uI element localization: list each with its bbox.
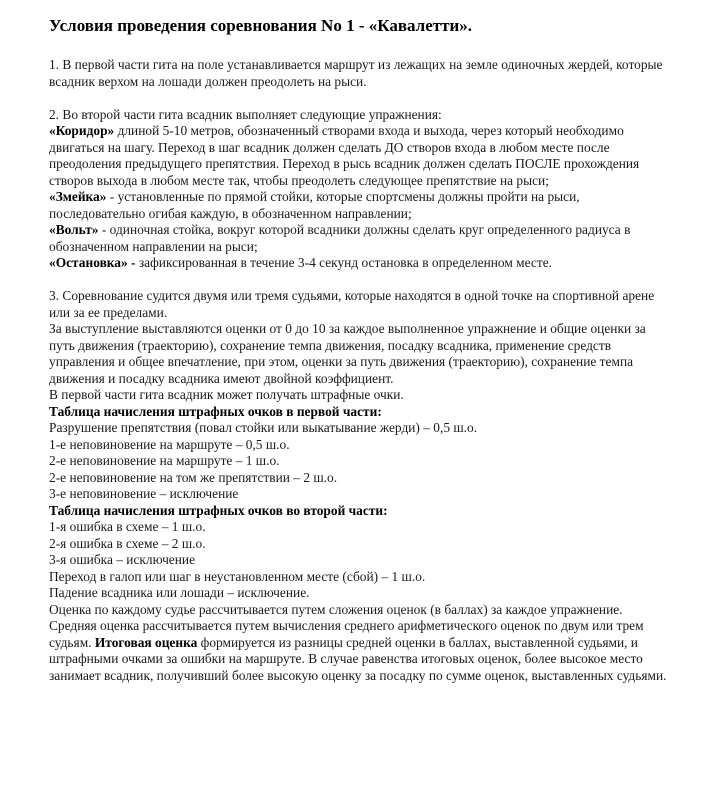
- exercise-corridor: [49, 123, 672, 189]
- term-final-score: Итоговая оценка: [94, 634, 198, 650]
- penalty-row: Падение всадника или лошади – исключение.: [49, 585, 310, 600]
- section-2: [49, 107, 672, 272]
- spacer: [49, 90, 672, 107]
- document-title: Условия проведения соревнования No 1 - «Кавалетти».: [49, 16, 472, 35]
- exercise-volt: [49, 222, 672, 255]
- penalty-row: 3-е неповиновение – исключение: [49, 486, 239, 501]
- penalty-table-1-title: Таблица начисления штрафных очков в первой части:: [49, 403, 382, 419]
- penalty-table-2-title: Таблица начисления штрафных очков во второй части:: [49, 502, 388, 518]
- term-volt: «Вольт»: [49, 222, 99, 237]
- judging-paragraph: 3. Соревнование судится двумя или тремя судьями, которые находятся в одной точке на спортивной арене или за ее пределами.: [49, 288, 655, 320]
- section-1: 1. В первой части гита на поле устанавливается маршрут из лежащих на земле одиночных жердей, которые всадник верхом на лошади должен преодолеть на рыси.: [49, 57, 663, 89]
- penalty-row: Разрушение препятствия (повал стойки или выкатывание жерди) – 0,5 ш.о.: [49, 420, 478, 435]
- penalty-row: 2-е неповиновение на том же препятствии – 2 ш.о.: [49, 469, 338, 485]
- section-3: [49, 288, 672, 684]
- section-2-intro: 2. Во второй части гита всадник выполняет следующие упражнения:: [49, 106, 442, 122]
- penalty-row: 2-е неповиновение на маршруте – 1 ш.о.: [49, 453, 280, 468]
- final-score-paragraph: Оценка по каждому судье рассчитывается путем сложения оценок (в баллах) за каждое упражнение. Средняя оценка рассчитывается путем вычисления среднего арифметического оценок по двум или трем судьям. Итоговая оценка формируется из разницы средней оценки в баллах, выставленной судьями, и штрафными очками за ошибки на маршруте. В случае равенства итоговых оценок, более высокое место занимает всадник, получивший более высокую оценку за посадку по сумме оценок, выставленных судьями.: [49, 601, 667, 683]
- exercise-snake: [49, 189, 672, 222]
- volt-description: - одиночная стойка, вокруг которой всадники должны сделать круг определенного радиуса в обозначенном направлении на рыси;: [49, 222, 631, 254]
- penalty-note: В первой части гита всадник может получать штрафные очки.: [49, 387, 404, 402]
- penalty-row: Переход в галоп или шаг в неустановленном месте (сбой) – 1 ш.о.: [49, 568, 426, 584]
- stop-description: зафиксированная в течение 3-4 секунд остановка в определенном месте.: [135, 255, 553, 270]
- penalty-row: 1-я ошибка в схеме – 1 ш.о.: [49, 519, 206, 534]
- corridor-description: длиной 5-10 метров, обозначенный створами входа и выхода, через который необходимо двигаться на шагу. Переход в шаг всадник должен сделать ДО створов входа в любом месте после преодоления предыдущего препятствия. Переход в рысь всадник должен сделать ПОСЛЕ прохождения створов выхода в любом месте так, чтобы преодолеть следующее препятствие на рыси;: [49, 123, 640, 188]
- term-corridor: «Коридор»: [49, 123, 115, 138]
- exercise-stop: [49, 255, 672, 272]
- term-stop: «Остановка» -: [49, 255, 136, 270]
- penalty-row: 2-я ошибка в схеме – 2 ш.о.: [49, 535, 206, 551]
- penalty-row: 3-я ошибка – исключение: [49, 552, 196, 567]
- scoring-paragraph: За выступление выставляются оценки от 0 до 10 за каждое выполненное упражнение и общие оценки за путь движения (траекторию), сохранение темпа движения, посадку всадника, применение средств управления и общее впечатление, при этом, оценки за путь движения (траекторию), сохранение темпа движения и посадку всадника имеют двойной коэффициент.: [49, 321, 646, 386]
- penalty-row: 1-е неповиновение на маршруте – 0,5 ш.о.: [49, 436, 290, 452]
- term-snake: «Змейка»: [49, 189, 107, 204]
- snake-description: - установленные по прямой стойки, которые спортсмены должны пройти на рыси, последовательно огибая каждую, в обозначенном направлении;: [49, 189, 580, 221]
- spacer: [49, 272, 672, 289]
